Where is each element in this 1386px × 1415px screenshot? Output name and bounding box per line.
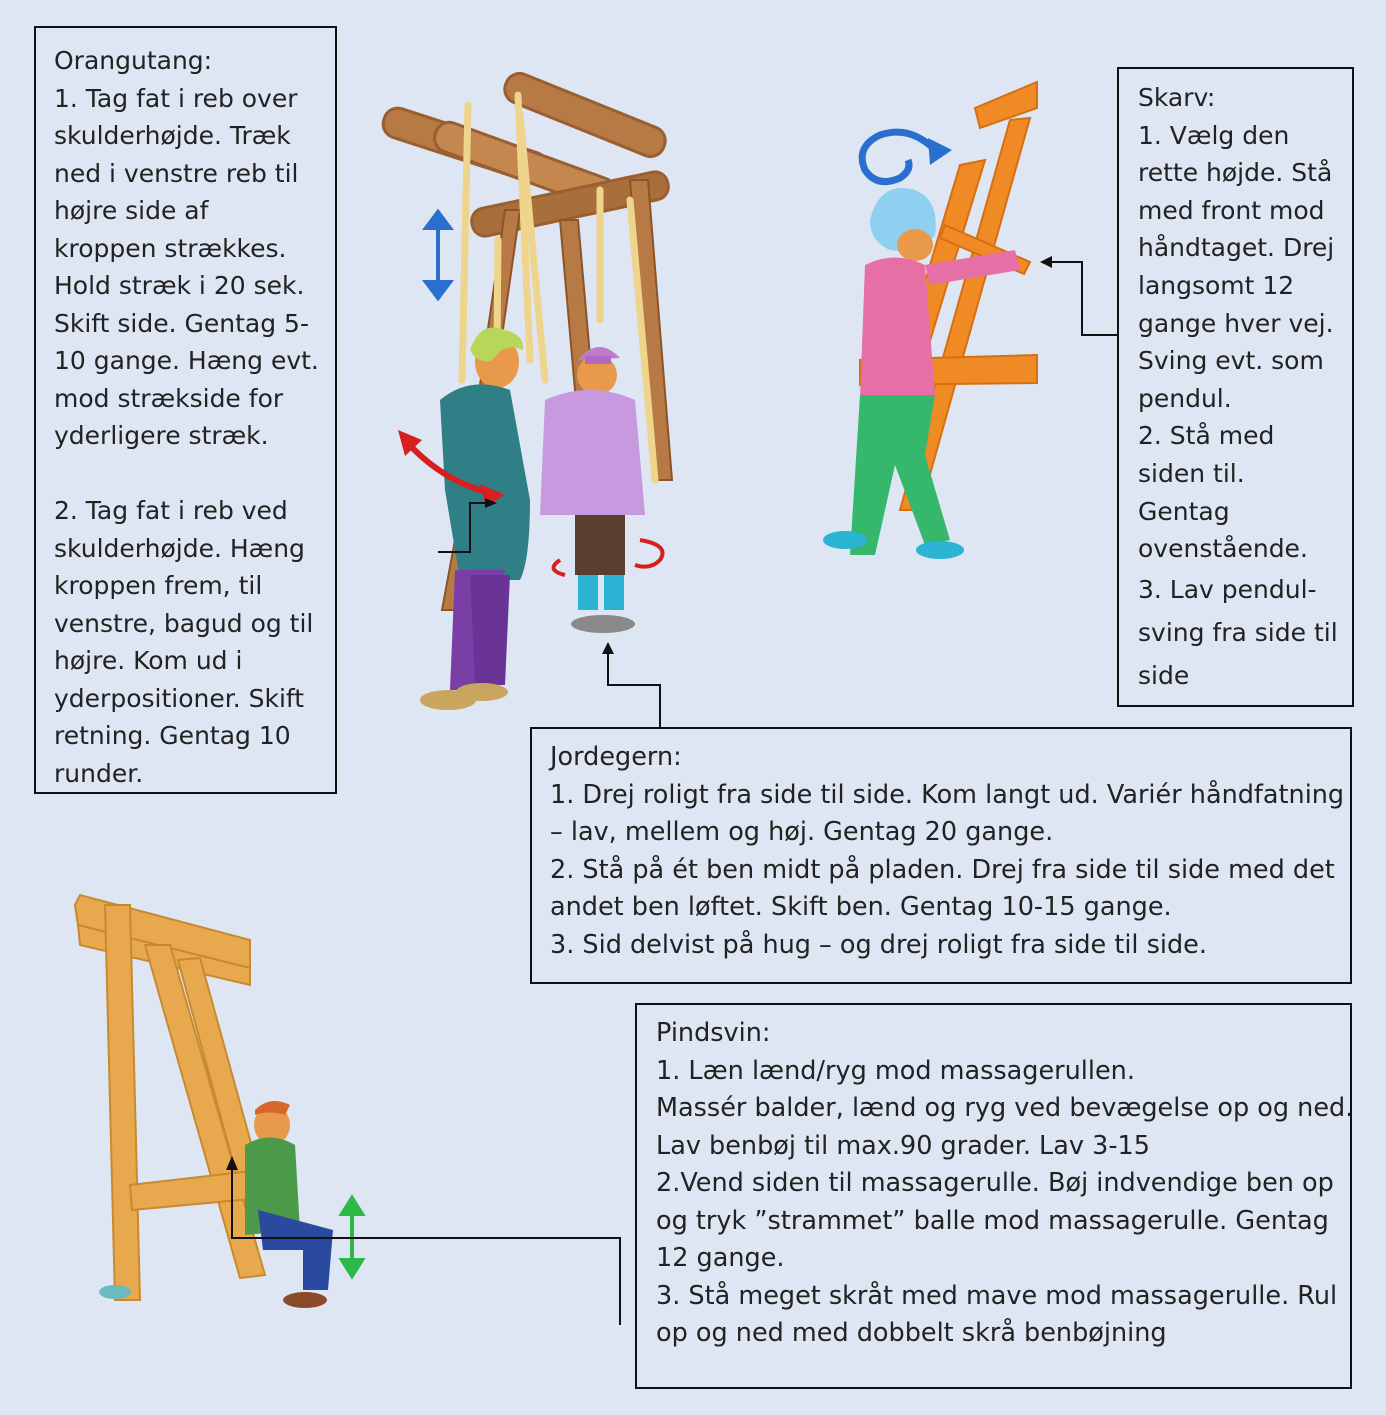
jordegern-instructions <box>530 727 1352 984</box>
rope-swing-frame-illustration <box>380 69 672 727</box>
text-line: yderligere stræk. <box>54 421 269 450</box>
text-line: 2. Tag fat i reb ved <box>54 496 288 525</box>
pindsvin-title: Pindsvin: <box>656 1018 771 1048</box>
text-line: 10 gange. Hæng evt. <box>54 346 319 375</box>
text-line: venstre, bagud og til <box>54 608 314 638</box>
text-line: langsomt 12 <box>1138 270 1295 300</box>
text-line: side <box>1138 660 1190 690</box>
text-line: højre side af <box>54 196 209 225</box>
text-line: 1. Drej roligt fra side til side. Kom langt ud. Variér håndfatning <box>550 779 1345 810</box>
text-line: op og ned med dobbelt skrå benbøjning <box>656 1318 1167 1348</box>
text-line: 2. Stå med <box>1138 421 1275 451</box>
text-line: 2.Vend siden til massagerulle. Bøj indvendige ben op <box>656 1168 1334 1198</box>
skarv-instructions <box>1117 67 1354 707</box>
text-line: 2. Stå på ét ben midt på pladen. Drej fra side til side med det <box>550 854 1335 885</box>
text-line: andet ben løftet. Skift ben. Gentag 10-15 gange. <box>550 892 1172 922</box>
text-line: 1. Læn lænd/ryg mod massagerullen. <box>656 1055 1135 1086</box>
text-line: 3. Stå meget skråt med mave mod massagerulle. Rul <box>656 1280 1338 1311</box>
text-line: 3. Sid delvist på hug – og drej roligt fra side til side. <box>550 929 1207 960</box>
text-line: Hold stræk i 20 sek. <box>54 271 305 300</box>
text-line: gange hver vej. <box>1138 308 1334 338</box>
text-line: – lav, mellem og høj. Gentag 20 gange. <box>550 817 1054 847</box>
text-line: Skift side. Gentag 5- <box>54 308 309 338</box>
skarv-figure-illustration <box>823 82 1117 559</box>
paragraph-gap <box>54 455 335 493</box>
text-line: ned i venstre reb til <box>54 158 299 188</box>
text-line: og tryk ”strammet” balle mod massagerulle. Gentag <box>656 1205 1329 1236</box>
text-line: runder. <box>54 758 144 788</box>
text-line: Sving evt. som <box>1138 346 1324 376</box>
text-line: Massér balder, lænd og ryg ved bevægelse op og ned. <box>656 1093 1354 1123</box>
text-line: med front mod <box>1138 195 1325 225</box>
text-line: pendul. <box>1138 383 1232 413</box>
text-line: yderpositioner. Skift <box>54 683 305 713</box>
text-line: 3. Lav pendul- <box>1138 574 1317 604</box>
text-line: 1. Vælg den <box>1138 120 1290 150</box>
text-line: håndtaget. Drej <box>1138 233 1335 263</box>
jordegern-title: Jordegern: <box>550 742 682 772</box>
text-line: sving fra side til <box>1138 617 1338 647</box>
orangutang-instructions <box>34 26 337 794</box>
text-line: mod strækside for <box>54 383 284 413</box>
text-line: kroppen strækkes. <box>54 233 287 263</box>
skarv-title: Skarv: <box>1138 83 1216 112</box>
text-line: 12 gange. <box>656 1243 785 1273</box>
text-line: Gentag <box>1138 496 1230 526</box>
text-line: 1. Tag fat i reb over <box>54 83 298 113</box>
text-line: siden til. <box>1138 458 1245 488</box>
text-line: Lav benbøj til max.90 grader. Lav 3-15 <box>656 1130 1150 1161</box>
pindsvin-instructions <box>635 1003 1352 1389</box>
text-line: kroppen frem, til <box>54 571 263 600</box>
text-line: rette højde. Stå <box>1138 158 1333 188</box>
text-line: skulderhøjde. Træk <box>54 121 291 150</box>
orangutang-title: Orangutang: <box>54 46 213 75</box>
text-line: skulderhøjde. Hæng <box>54 533 305 563</box>
text-line: ovenstående. <box>1138 534 1308 564</box>
text-line: højre. Kom ud i <box>54 646 243 675</box>
text-line: retning. Gentag 10 <box>54 721 291 750</box>
